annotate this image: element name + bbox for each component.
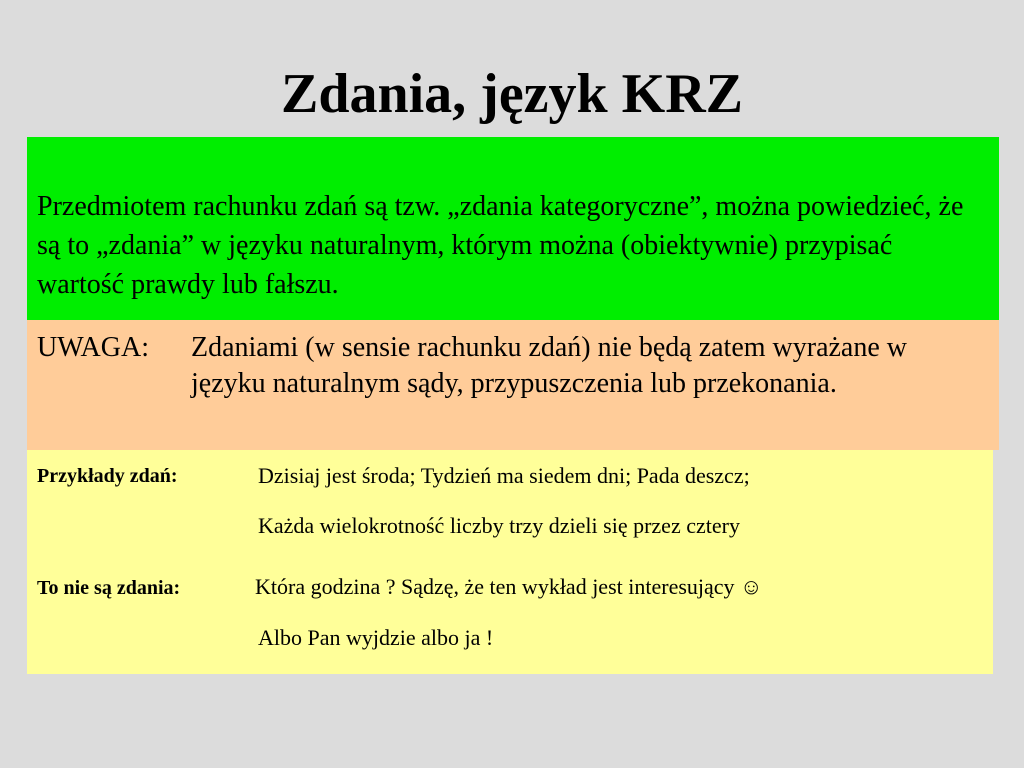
note-box bbox=[27, 320, 999, 450]
note-label: UWAGA: bbox=[37, 332, 149, 363]
slide-title: Zdania, język KRZ bbox=[280, 63, 744, 125]
examples-box bbox=[27, 450, 993, 674]
non-example-line-2: Albo Pan wyjdzie albo ja ! bbox=[258, 625, 494, 650]
example-line-2: Każda wielokrotność liczby trzy dzieli się przez cztery bbox=[258, 513, 740, 538]
note-text: Zdaniami (w sensie rachunku zdań) nie będą zatem wyrażane w języku naturalnym sądy, przypuszczenia lub przekonania. bbox=[191, 332, 908, 399]
non-example-line-1: Która godzina ? Sądzę, że ten wykład jest interesujący ☺ bbox=[255, 574, 763, 599]
non-examples-label: To nie są zdania: bbox=[37, 577, 181, 599]
examples-label: Przykłady zdań: bbox=[37, 465, 178, 487]
definition-box bbox=[27, 137, 999, 320]
example-line-1: Dzisiaj jest środa; Tydzień ma siedem dni; Pada deszcz; bbox=[258, 463, 750, 488]
definition-text: Przedmiotem rachunku zdań są tzw. „zdania kategoryczne”, można powiedzieć, że są to „zdania” w języku naturalnym, którym można (obiektywnie) przypisać wartość prawdy lub fałszu. bbox=[37, 191, 964, 300]
